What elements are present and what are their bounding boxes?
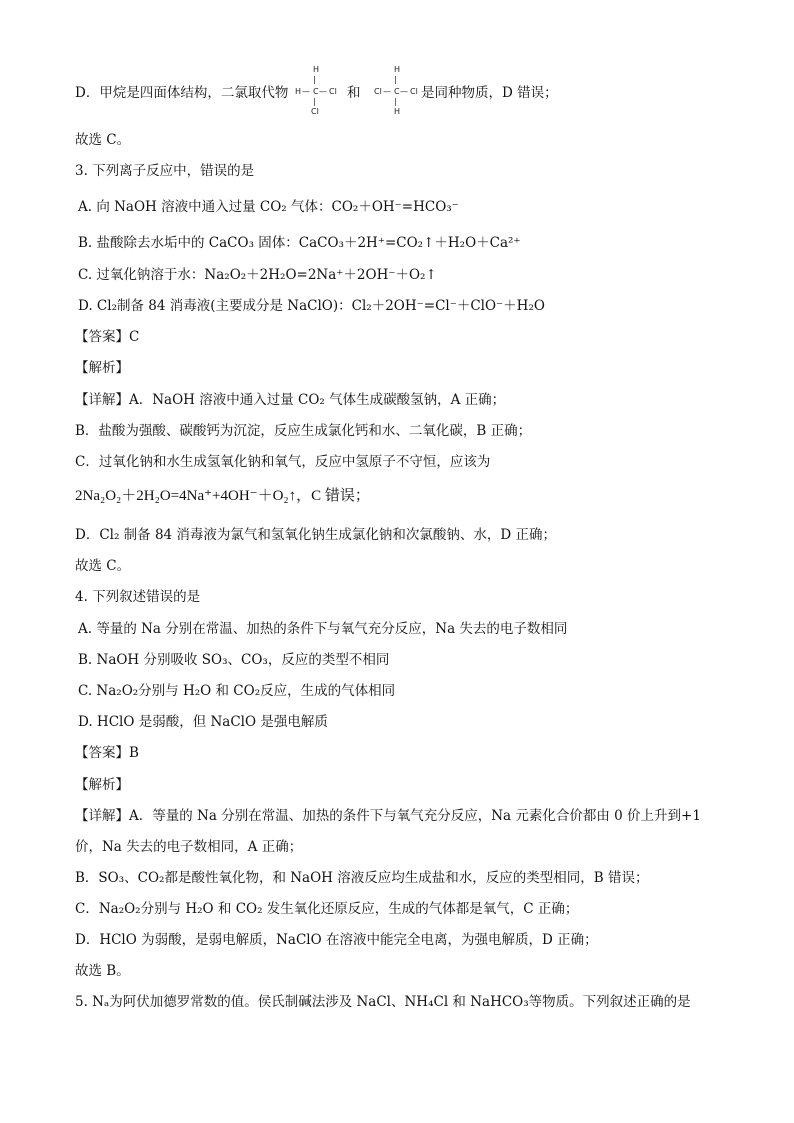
q3-option-b: B. 盐酸除去水垢中的 CaCO₃ 固体：CaCO₃＋2H⁺=CO₂↑＋H₂O＋Ca²⁺ xyxy=(78,235,521,251)
struct2-bottom: H xyxy=(394,107,401,116)
conclusion-q2: 故选 C。 xyxy=(75,132,131,148)
struct1-right: Cl xyxy=(329,87,337,96)
q3-option-c: C. 过氧化钠溶于水：Na₂O₂＋2H₂O=2Na⁺＋2OH⁻＋O₂↑ xyxy=(78,267,437,283)
structure-formula-2: H | Cl — C — Cl | H xyxy=(374,65,418,116)
struct1-center: C xyxy=(313,87,319,96)
q3-answer: 【答案】C xyxy=(75,329,140,345)
q4-option-b: B. NaOH 分别吸收 SO₃、CO₃，反应的类型不相同 xyxy=(78,652,390,668)
q3-corrected-formula: 2Na₂O₂＋2H₂O=4Na⁺+4OH⁻＋O₂↑，C 错误； xyxy=(75,488,370,504)
q4-analysis-label: 【解析】 xyxy=(75,777,129,793)
d-option-and: 和 xyxy=(347,85,361,101)
q3-detail-b: B．盐酸为强酸、碳酸钙为沉淀，反应生成氯化钙和水、二氧化碳，B 正确； xyxy=(75,423,532,439)
struct2-right: Cl xyxy=(410,87,418,96)
q3-conclusion: 故选 C。 xyxy=(75,558,131,574)
q4-stem: 4. 下列叙述错误的是 xyxy=(75,589,201,605)
q4-detail-b: B．SO₃、CO₂都是酸性氧化物，和 NaOH 溶液反应均生成盐和水，反应的类型相同，B 错误； xyxy=(75,870,649,886)
q5-stem: 5. Nₐ为阿伏加德罗常数的值。侯氏制碱法涉及 NaCl、NH₄Cl 和 NaHCO₃等物质。下列叙述正确的是 xyxy=(75,994,691,1010)
q4-option-c: C. Na₂O₂分别与 H₂O 和 CO₂反应，生成的气体相同 xyxy=(78,683,396,699)
q4-detail-a-1: 【详解】A．等量的 Na 分别在常温、加热的条件下与氧气充分反应，Na 元素化合价都由 0 价上升到+1 xyxy=(75,808,701,824)
q3-stem: 3. 下列离子反应中，错误的是 xyxy=(75,163,255,179)
structure-formula-1: H | H — C — Cl | Cl xyxy=(295,65,337,116)
q4-option-a: A. 等量的 Na 分别在常温、加热的条件下与氧气充分反应，Na 失去的电子数相同 xyxy=(78,621,568,637)
q3-option-a: A. 向 NaOH 溶液中通入过量 CO₂ 气体：CO₂＋OH⁻=HCO₃⁻ xyxy=(78,199,459,215)
q4-conclusion: 故选 B。 xyxy=(75,963,130,979)
q3-detail-c: C．过氧化钠和水生成氢氧化钠和氧气，反应中氢原子不守恒，应该为 xyxy=(75,454,491,470)
struct1-left: H xyxy=(295,87,302,96)
q4-option-d: D. HClO 是弱酸，但 NaClO 是强电解质 xyxy=(78,714,328,730)
struct2-top: H xyxy=(394,65,401,74)
q4-detail-d: D．HClO 为弱酸，是弱电解质，NaClO 在溶液中能完全电离，为强电解质，D 正确； xyxy=(75,932,598,948)
q4-answer: 【答案】B xyxy=(75,745,139,761)
d-option-suffix: 是同种物质，D 错误； xyxy=(421,85,558,101)
struct1-top: H xyxy=(313,65,320,74)
q3-option-d: D. Cl₂制备 84 消毒液(主要成分是 NaClO)：Cl₂＋2OH⁻=Cl⁻＋ClO⁻＋H₂O xyxy=(78,298,545,314)
q4-detail-a-2: 价，Na 失去的电子数相同，A 正确； xyxy=(75,839,303,855)
struct2-left: Cl xyxy=(374,87,382,96)
q3-detail-d: D．Cl₂ 制备 84 消毒液为氯气和氢氧化钠生成氯化钠和次氯酸钠、水，D 正确； xyxy=(75,527,557,543)
q4-detail-c: C．Na₂O₂分别与 H₂O 和 CO₂ 发生氧化还原反应，生成的气体都是氧气，C 正确； xyxy=(75,901,579,917)
struct1-bottom: Cl xyxy=(311,107,319,116)
q3-detail-a: 【详解】A．NaOH 溶液中通入过量 CO₂ 气体生成碳酸氢钠，A 正确； xyxy=(75,392,506,408)
struct2-center: C xyxy=(394,87,400,96)
d-option-prefix: D．甲烷是四面体结构，二氯取代物 xyxy=(75,85,289,101)
q3-analysis-label: 【解析】 xyxy=(75,360,129,376)
d-option-line xyxy=(75,84,288,102)
